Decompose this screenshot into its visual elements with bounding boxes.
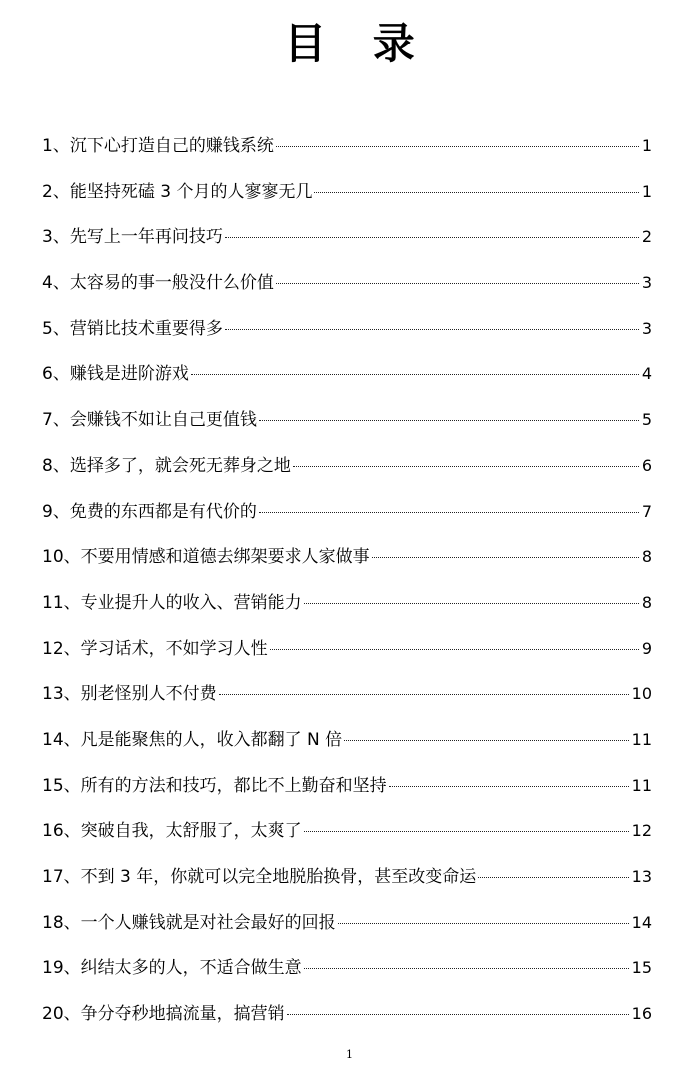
dot-leader xyxy=(259,420,639,421)
toc-entry-page: 6 xyxy=(641,455,652,475)
toc-entry-16[interactable] xyxy=(42,816,652,862)
toc-entry-title[interactable]: 所有的方法和技巧，都比不上勤奋和坚持 xyxy=(80,775,387,796)
dot-leader xyxy=(225,329,639,330)
footer-page-number: 1 xyxy=(346,1048,353,1061)
toc-entry-page: 3 xyxy=(641,273,652,293)
page-title: 目 录 xyxy=(284,19,431,68)
toc-entry-page: 8 xyxy=(641,592,652,612)
dot-leader xyxy=(276,283,639,284)
toc-entry-page: 10 xyxy=(631,684,652,704)
dot-leader xyxy=(344,740,628,741)
toc-entry-14[interactable] xyxy=(42,725,652,771)
toc-entry-number: 7、 xyxy=(42,410,70,431)
toc-entry-page: 8 xyxy=(641,547,652,567)
toc-entry-number: 3、 xyxy=(42,227,70,248)
toc-entry-18[interactable] xyxy=(42,908,652,954)
toc-entry-12[interactable] xyxy=(42,634,652,680)
dot-leader xyxy=(191,374,639,375)
toc-entry-15[interactable] xyxy=(42,771,652,817)
dot-leader xyxy=(304,831,629,832)
dot-leader xyxy=(276,146,639,147)
toc-entry-number: 18、 xyxy=(42,912,81,933)
toc-entry-page: 2 xyxy=(641,227,652,247)
toc-entry-number: 6、 xyxy=(42,364,70,385)
toc-entry-page: 7 xyxy=(641,501,652,521)
toc-entry-number: 19、 xyxy=(42,958,81,979)
dot-leader xyxy=(259,512,639,513)
toc-entry-8[interactable] xyxy=(42,451,652,497)
toc-entry-page: 1 xyxy=(641,181,652,201)
toc-entry-title[interactable]: 纠结太多的人，不适合做生意 xyxy=(80,958,302,979)
toc-entry-number: 9、 xyxy=(42,501,70,522)
toc-entry-page: 12 xyxy=(631,821,652,841)
toc-entry-page: 1 xyxy=(641,136,652,155)
toc-entry-title[interactable]: 不要用情感和道德去绑架要求人家做事 xyxy=(80,547,370,568)
toc-entry-20[interactable] xyxy=(42,999,652,1045)
toc-entry-number: 15、 xyxy=(42,775,81,796)
toc-entry-number: 8、 xyxy=(42,455,70,476)
toc-entry-number: 12、 xyxy=(42,638,81,659)
dot-leader xyxy=(338,923,629,924)
toc-entry-5[interactable] xyxy=(42,314,652,360)
toc-entry-title[interactable]: 一个人赚钱就是对社会最好的回报 xyxy=(80,912,336,933)
toc-entry-number: 5、 xyxy=(42,318,70,339)
toc-entry-title[interactable]: 先写上一年再问技巧 xyxy=(69,227,223,248)
toc-entry-9[interactable] xyxy=(42,497,652,543)
toc-entry-title[interactable]: 免费的东西都是有代价的 xyxy=(69,501,257,522)
toc-entry-title[interactable]: 选择多了，就会死无葬身之地 xyxy=(69,455,291,476)
toc-entry-title[interactable]: 赚钱是进阶游戏 xyxy=(69,364,189,385)
toc-entry-page: 5 xyxy=(641,410,652,430)
dot-leader xyxy=(314,192,638,193)
dot-leader xyxy=(225,237,639,238)
toc-entry-page: 9 xyxy=(641,638,652,658)
toc-entry-title[interactable]: 太容易的事一般没什么价值 xyxy=(69,273,274,294)
toc-entry-title[interactable]: 能坚持死磕 3 个月的人寥寥无几 xyxy=(69,181,313,202)
toc-entry-page: 13 xyxy=(631,867,652,886)
toc-entry-number: 10、 xyxy=(42,547,81,568)
toc-entry-number: 16、 xyxy=(42,821,81,842)
dot-leader xyxy=(293,466,639,467)
toc-entry-title[interactable]: 争分夺秒地搞流量，搞营销 xyxy=(80,1004,285,1025)
toc-entry-page: 14 xyxy=(631,912,652,932)
toc-entry-title[interactable]: 学习话术，不如学习人性 xyxy=(80,638,268,659)
dot-leader xyxy=(304,968,629,969)
toc-entry-page: 11 xyxy=(631,729,652,749)
toc-entry-page: 11 xyxy=(631,775,652,795)
toc-entry-number: 4、 xyxy=(42,273,70,294)
toc-entry-3[interactable] xyxy=(42,222,652,268)
toc-entry-19[interactable] xyxy=(42,953,652,999)
toc-entry-title[interactable]: 专业提升人的收入、营销能力 xyxy=(80,592,302,613)
dot-leader xyxy=(389,786,629,787)
dot-leader xyxy=(270,649,639,650)
dot-leader xyxy=(478,877,628,878)
toc-entry-17[interactable] xyxy=(42,862,652,908)
toc-entry-title[interactable]: 沉下心打造自己的赚钱系统 xyxy=(69,136,274,156)
toc-entry-page: 16 xyxy=(631,1004,652,1024)
toc-entry-number: 1、 xyxy=(42,136,70,156)
toc-entry-title[interactable]: 不到 3 年，你就可以完全地脱胎换骨，甚至改变命运 xyxy=(80,867,477,887)
table-of-contents xyxy=(42,131,652,1045)
toc-entry-title[interactable]: 凡是能聚焦的人，收入都翻了 N 倍 xyxy=(80,729,343,750)
toc-entry-title[interactable]: 营销比技术重要得多 xyxy=(69,318,223,339)
toc-entry-title[interactable]: 会赚钱不如让自己更值钱 xyxy=(69,410,257,431)
dot-leader xyxy=(372,557,639,558)
toc-entry-2[interactable] xyxy=(42,177,652,223)
toc-entry-10[interactable] xyxy=(42,542,652,588)
toc-entry-number: 13、 xyxy=(42,684,81,705)
toc-entry-page: 15 xyxy=(631,958,652,978)
toc-entry-number: 14、 xyxy=(42,729,81,750)
toc-entry-1[interactable] xyxy=(42,131,652,177)
toc-entry-7[interactable] xyxy=(42,405,652,451)
toc-entry-number: 11、 xyxy=(42,592,81,613)
toc-entry-page: 4 xyxy=(641,364,652,384)
dot-leader xyxy=(304,603,639,604)
toc-entry-13[interactable] xyxy=(42,679,652,725)
toc-entry-number: 17、 xyxy=(42,867,81,887)
toc-entry-4[interactable] xyxy=(42,268,652,314)
toc-entry-6[interactable] xyxy=(42,359,652,405)
toc-entry-title[interactable]: 突破自我，太舒服了，太爽了 xyxy=(80,821,302,842)
toc-entry-number: 20、 xyxy=(42,1004,81,1025)
dot-leader xyxy=(287,1014,629,1015)
toc-entry-number: 2、 xyxy=(42,181,70,202)
toc-entry-11[interactable] xyxy=(42,588,652,634)
dot-leader xyxy=(219,694,629,695)
toc-entry-title[interactable]: 别老怪别人不付费 xyxy=(80,684,217,705)
toc-entry-page: 3 xyxy=(641,318,652,338)
